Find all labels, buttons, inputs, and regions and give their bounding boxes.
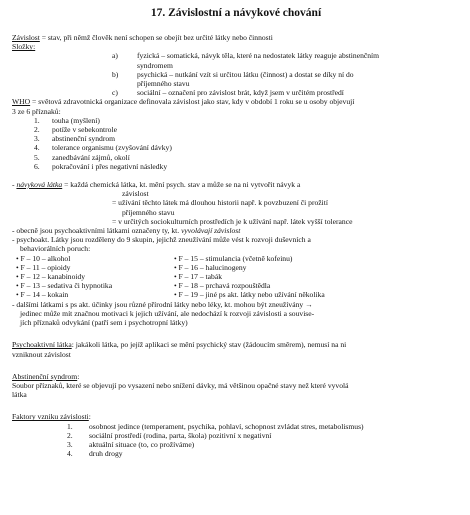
list-item-text: touha (myšlení) [52,115,100,125]
psychoaktivni-term: Psychoaktivní látka [12,340,72,350]
list-marker: 2. [67,430,73,440]
list-item-text: sociální – označení pro závislost brát, když jsem v určitém prostředí [137,88,344,98]
psychoakt-line: behaviorálních poruch: [20,244,91,254]
list-item: • F – 10 – alkohol [16,253,71,263]
list-marker: 6. [34,161,40,171]
list-item-text: pokračování i přes negativní následky [52,161,168,171]
list-item-text: zanedbávání zájmů, okolí [52,152,130,162]
list-marker: 3. [34,134,40,144]
list-item [67,449,460,458]
list-item [34,116,460,125]
faktory-term: Faktory vzniku závislosti [12,412,89,422]
document-title: 17. Závislostní a návykové chování [150,7,322,19]
navykova-def-line: příjemného stavu [122,207,175,217]
list-item: • F – 16 – halucinogeny [174,262,247,272]
heading-colon: : [77,371,80,381]
navykova-definition [12,180,460,189]
list-item [34,125,460,134]
substance-groups [16,254,460,300]
abstinencni-def-line: látka [12,390,27,400]
slozky-list [12,51,460,97]
list-item: • F – 18 – prchavá rozpouštědla [174,281,271,291]
faktory-heading [12,412,460,421]
list-item-text: aktuální situace (to, co prožíváme) [89,439,195,449]
list-marker: 2. [34,125,40,135]
psychoaktivni-def-line: vzniknout závislost [12,349,71,359]
list-item: • F – 11 – opioidy [16,262,71,272]
zavislost-definition [12,33,460,42]
list-item-text: osobnost jedince (temperament, psychika, pohlaví, schopnost zvládat stres, metabolismus) [89,421,364,431]
list-marker: 1. [67,421,73,431]
obecne-line [12,226,460,235]
zavislost-term: Závislost [12,33,40,42]
navykova-def-line: = každá chemická látka, kt. mění psych. stav a může se na ni vytvořit návyk a [62,180,301,190]
dalsimi-line: - dalšími látkami s ps akt. účinky jsou různé přírodní látky nebo léky, kt. mohou být zneužívány → [12,299,313,309]
dalsimi-line: jedinec může mít značnou motivaci k jejich užívání, ale nedochází k rozvoji závislosti a souvise- [20,308,315,318]
navykova-def-line: závislost [122,189,149,199]
list-item [34,162,460,171]
who-term: WHO [12,97,31,107]
list-item [67,431,460,440]
who-def-line: = světová zdravotnická organizace definovala závislost jako stav, kdy v období 1 roku se u osoby objevují [30,97,355,107]
list-item [34,134,460,143]
list-item: • F – 13 – sedativa či hypnotika [16,281,113,291]
list-marker: 1. [34,115,40,125]
substance-column-left [16,254,174,300]
list-item: • F – 17 – tabák [174,272,223,282]
zavislost-def: = stav, při němž člověk není schopen se obejít bez určité látky nebo činnosti [39,33,273,42]
list-item-text: potíže v sebekontrole [52,125,117,135]
list-item-text: abstinenční syndrom [52,134,116,144]
abstinencni-def-line: Soubor příznaků, které se objevují po vysazení nebo snížení dávky, má většinou opačné stavy než které vyvolá [12,380,349,390]
list-item [34,143,460,152]
psychoaktivni-def-line: : jakákoli látka, po jejíž aplikaci se mění psychický stav (žádoucím směrem), nemusí na ni [71,340,347,350]
dash-marker: - [12,180,17,190]
list-item [67,422,460,431]
heading-colon: : [88,412,91,422]
psychoaktivni-definition [12,340,460,349]
list-item: • F – 14 – kokain [16,290,69,300]
list-item: • F – 15 – stimulancia (včetně kofeinu) [174,253,293,263]
list-item: • F – 12 – kanabinoidy [16,272,86,282]
navykova-def-line: = užívání těchto látek má dlouhou historii např. k povzbuzení či prožití [112,198,329,208]
list-marker: c) [112,88,118,98]
list-marker: 5. [34,152,40,162]
list-item-text: syndromem [137,60,173,70]
abstinencni-heading [12,372,460,381]
obecne-text: - obecně jsou psychoaktivními látkami označeny ty, kt. [12,226,182,236]
abstinencni-term: Abstinenční syndrom [12,371,78,381]
list-item-text: příjemného stavu [137,79,190,89]
list-item [112,88,460,97]
list-marker: 4. [67,449,73,459]
obecne-emphasis: vyvolávají závislost [181,226,241,236]
list-item [112,70,460,88]
list-item-text: sociální prostředí (rodina, parta, škola) pozitivní x negativní [89,430,272,440]
list-marker: 3. [67,439,73,449]
list-item: • F – 19 – jiné ps akt. látky nebo užívání několika [174,290,325,300]
list-item-text: fyzická – somatická, návyk těla, které na nedostatek látky reaguje abstinenčním [137,51,380,61]
who-definition [12,97,460,115]
psychoakt-line: - psychoakt. Látky jsou rozděleny do 9 skupin, jejichž zneužívání může vést k rozvoji duševních a [12,235,311,245]
list-item [112,51,460,69]
substance-column-right [174,254,374,300]
list-item [34,153,460,162]
list-marker: b) [112,69,119,79]
who-symptom-list [12,116,460,171]
navykova-term: návyková látka [16,180,63,190]
list-item-text: druh drogy [89,449,123,459]
faktory-list [12,422,460,459]
slozky-heading: Složky: [12,42,36,52]
list-item-text: psychická – nutkání vzít si určitou látku (činnost) a dostat se díky ní do [137,69,354,79]
dalsimi-line: jích příznaků odvykání (patří sem i psychotropní látky) [20,318,188,328]
list-item-text: tolerance organismu (zvyšování dávky) [52,143,172,153]
navykova-def-line: = v určitých sociokulturních prostředích je k užívání např. látek vyšší tolerance [112,216,353,226]
who-def-line: 3 ze 6 příznaků: [12,106,61,116]
list-marker: 4. [34,143,40,153]
list-marker: a) [112,51,118,61]
list-item [67,440,460,449]
